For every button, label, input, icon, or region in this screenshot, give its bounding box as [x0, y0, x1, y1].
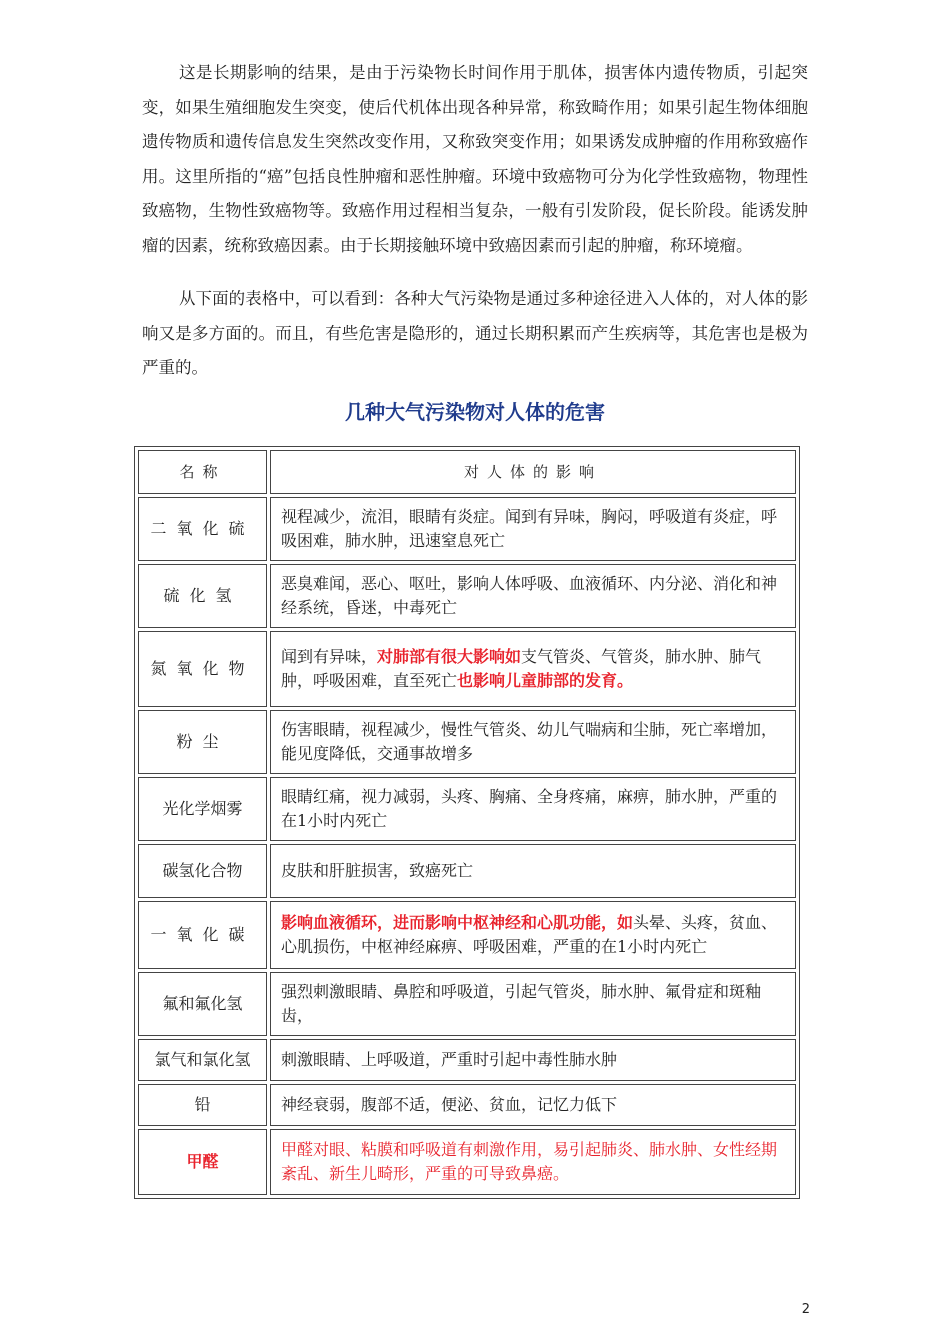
pollutant-name: 一氧化碳 — [138, 901, 267, 969]
pollutant-effect — [270, 901, 796, 969]
effect-highlight: 对肺部有很大影响如 — [377, 647, 522, 666]
pollutant-name: 粉尘 — [138, 710, 267, 774]
effect-highlight: 影响血液循环，进而影响中枢神经和心肌功能，如 — [281, 913, 634, 932]
pollutant-name: 氟和氟化氢 — [138, 972, 267, 1036]
pollutant-effect: 刺激眼睛、上呼吸道，严重时引起中毒性肺水肿 — [270, 1039, 796, 1081]
paragraph-long-term-effects: 这是长期影响的结果，是由于污染物长时间作用于肌体，损害体内遗传物质，引起突变，如果生殖细胞发生突变，使后代机体出现各种异常，称致畸作用；如果引起生物体细胞遗传物质和遗传信息发生突然改变作用，又称致突变作用；如果诱发成肿瘤的作用称致癌作用。这里所指的“癌”包括良性肿瘤和恶性肿瘤。环境中致癌物可分为化学性致癌物，物理性致癌物，生物性致癌物等。致癌作用过程相当复杂，一般有引发阶段，促长阶段。能诱发肿瘤的因素，统称致癌因素。由于长期接触环境中致癌因素而引起的肿瘤，称环境瘤。 — [142, 63, 808, 255]
header-effect: 对人体的影响 — [270, 450, 796, 494]
table-row — [138, 777, 796, 841]
table-row — [138, 1129, 796, 1195]
page-number: 2 — [801, 1302, 810, 1317]
pollutant-name: 光化学烟雾 — [138, 777, 267, 841]
paragraph-table-intro: 从下面的表格中，可以看到：各种大气污染物是通过多种途径进入人体的，对人体的影响又是多方面的。而且，有些危害是隐形的，通过长期积累而产生疾病等，其危害也是极为严重的。 — [142, 289, 808, 377]
table-row — [138, 901, 796, 969]
table-row — [138, 631, 796, 707]
table-row — [138, 1084, 796, 1126]
pollutant-effect: 皮肤和肝脏损害，致癌死亡 — [270, 844, 796, 898]
pollutant-effect — [270, 631, 796, 707]
effect-text: 闻到有异味， — [281, 647, 378, 666]
table-row — [138, 844, 796, 898]
pollutant-effect: 强烈刺激眼睛、鼻腔和呼吸道，引起气管炎，肺水肿、氟骨症和斑釉齿， — [270, 972, 796, 1036]
pollutant-hazard-table — [134, 446, 800, 1199]
table-row — [138, 1039, 796, 1081]
effect-highlight: 也影响儿童肺部的发育。 — [457, 671, 634, 690]
pollutant-effect: 甲醛对眼、粘膜和呼吸道有刺激作用，易引起肺炎、肺水肿、女性经期紊乱、新生儿畸形，严重的可导致鼻癌。 — [270, 1129, 796, 1195]
table-row — [138, 497, 796, 561]
table-row — [138, 710, 796, 774]
pollutant-name: 氯气和氯化氢 — [138, 1039, 267, 1081]
table-title: 几种大气污染物对人体的危害 — [345, 400, 605, 424]
pollutant-name: 二氧化硫 — [138, 497, 267, 561]
pollutant-effect: 眼睛红痛，视力减弱，头疼、胸痛、全身疼痛，麻痹，肺水肿，严重的在1小时内死亡 — [270, 777, 796, 841]
table-row — [138, 564, 796, 628]
effect-text: 头晕、头疼，贫血、心肌损伤，中枢神经麻痹、呼吸困难，严重的在1小时内死亡 — [281, 913, 778, 956]
effect-text: 支气管炎、气管炎，肺水肿、肺气肿，呼吸困难，直至死亡 — [281, 647, 762, 690]
table-header-row — [138, 450, 796, 494]
table-row — [138, 972, 796, 1036]
pollutant-effect: 伤害眼睛，视程减少，慢性气管炎、幼儿气喘病和尘肺，死亡率增加，能见度降低，交通事故增多 — [270, 710, 796, 774]
pollutant-name: 甲醛 — [138, 1129, 267, 1195]
pollutant-effect: 神经衰弱，腹部不适，便泌、贫血，记忆力低下 — [270, 1084, 796, 1126]
pollutant-effect: 视程减少，流泪，眼睛有炎症。闻到有异味，胸闷，呼吸道有炎症，呼吸困难，肺水肿，迅速窒息死亡 — [270, 497, 796, 561]
pollutant-name: 碳氢化合物 — [138, 844, 267, 898]
pollutant-effect: 恶臭难闻，恶心、呕吐，影响人体呼吸、血液循环、内分泌、消化和神经系统，昏迷，中毒死亡 — [270, 564, 796, 628]
pollutant-name: 铅 — [138, 1084, 267, 1126]
pollutant-name: 硫化氢 — [138, 564, 267, 628]
header-name: 名称 — [138, 450, 267, 494]
pollutant-name: 氮氧化物 — [138, 631, 267, 707]
